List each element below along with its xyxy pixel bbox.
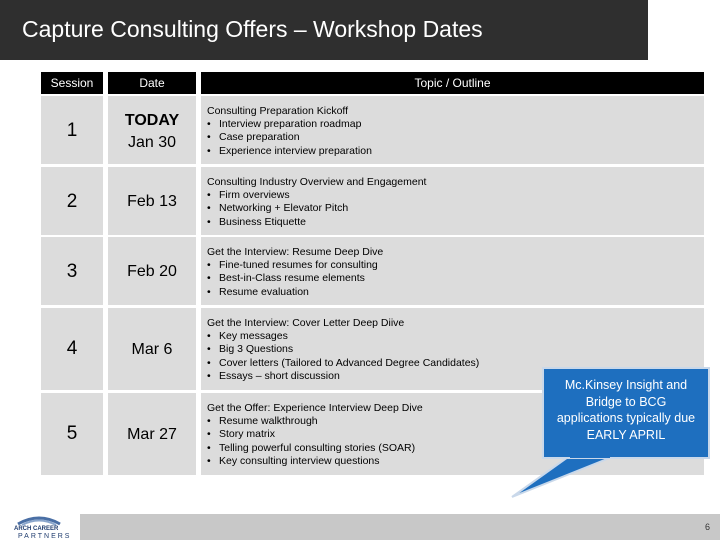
topic-cell-1 [201, 96, 704, 164]
topic-bullet: • Resume evaluation [207, 286, 383, 299]
topic-bullet: • Telling powerful consulting stories (SOAR) [207, 442, 423, 455]
topic-bullet: • Experience interview preparation [207, 145, 372, 158]
session-number: 2 [66, 191, 78, 212]
callout-seam [570, 455, 610, 458]
topic-cell-2 [201, 167, 704, 235]
page-number: 6 [704, 522, 710, 532]
session-cell-2 [41, 167, 103, 235]
date-cell-5 [108, 393, 196, 475]
logo-text-bottom: PARTNERS [18, 533, 72, 540]
session-number: 4 [66, 338, 78, 359]
logo-text-top: ARCH CAREER [14, 526, 59, 532]
column-header-session: Session [41, 72, 103, 94]
topic-bullet: • Business Etiquette [207, 216, 426, 229]
topic-title: Get the Offer: Experience Interview Deep Dive [207, 402, 423, 414]
session-cell-4 [41, 308, 103, 390]
topic-bullet: • Essays – short discussion [207, 370, 479, 383]
topic-bullet: • Networking + Elevator Pitch [207, 202, 426, 215]
topic-bullet: • Case preparation [207, 131, 372, 144]
topic-bullet: • Interview preparation roadmap [207, 118, 372, 131]
callout-line: applications typically due [556, 411, 696, 425]
date-label: Feb 20 [127, 263, 177, 280]
topic-bullet: • Key messages [207, 330, 479, 343]
topic-title: Get the Interview: Cover Letter Deep Diive [207, 317, 405, 329]
page-title: Capture Consulting Offers – Workshop Dates [22, 16, 483, 42]
date-label: Jan 30 [127, 134, 177, 151]
column-header-topic: Topic / Outline [201, 72, 704, 94]
callout-line: Mc.Kinsey Insight and [564, 378, 688, 392]
topic-title: Consulting Preparation Kickoff [207, 105, 349, 117]
date-label-today: TODAY [124, 112, 180, 129]
topic-bullet: • Big 3 Questions [207, 343, 479, 356]
topic-bullet: • Firm overviews [207, 189, 426, 202]
date-cell-4 [108, 308, 196, 390]
session-cell-1 [41, 96, 103, 164]
date-label: Mar 27 [127, 426, 177, 443]
topic-outline [207, 246, 383, 299]
topic-bullet: • Key consulting interview questions [207, 455, 423, 468]
callout-box [542, 367, 710, 459]
topic-cell-3 [201, 237, 704, 305]
session-number: 1 [66, 120, 78, 141]
topic-outline [207, 402, 423, 468]
date-label: Mar 6 [131, 341, 173, 358]
column-header-date: Date [108, 72, 196, 94]
title-bar [0, 0, 648, 60]
topic-bullet: • Fine-tuned resumes for consulting [207, 259, 383, 272]
session-number: 5 [66, 423, 78, 444]
topic-outline [207, 317, 479, 383]
date-cell-2 [108, 167, 196, 235]
date-cell-3 [108, 237, 196, 305]
topic-outline [207, 105, 372, 158]
date-label: Feb 13 [127, 193, 177, 210]
arch-career-partners-logo [8, 514, 70, 540]
topic-bullet: • Resume walkthrough [207, 415, 423, 428]
topic-bullet: • Story matrix [207, 428, 423, 441]
callout-line: Bridge to BCG [585, 394, 667, 409]
callout-line: EARLY APRIL [586, 427, 666, 442]
topic-outline [207, 176, 426, 229]
topic-title: Get the Interview: Resume Deep Dive [207, 246, 384, 258]
topic-title: Consulting Industry Overview and Engagement [207, 176, 427, 188]
footer-bar [80, 514, 720, 540]
date-cell-1 [108, 96, 196, 164]
session-cell-3 [41, 237, 103, 305]
session-cell-5 [41, 393, 103, 475]
topic-bullet: • Best-in-Class resume elements [207, 272, 383, 285]
session-number: 3 [66, 261, 78, 282]
topic-bullet: • Cover letters (Tailored to Advanced Degree Candidates) [207, 357, 479, 370]
